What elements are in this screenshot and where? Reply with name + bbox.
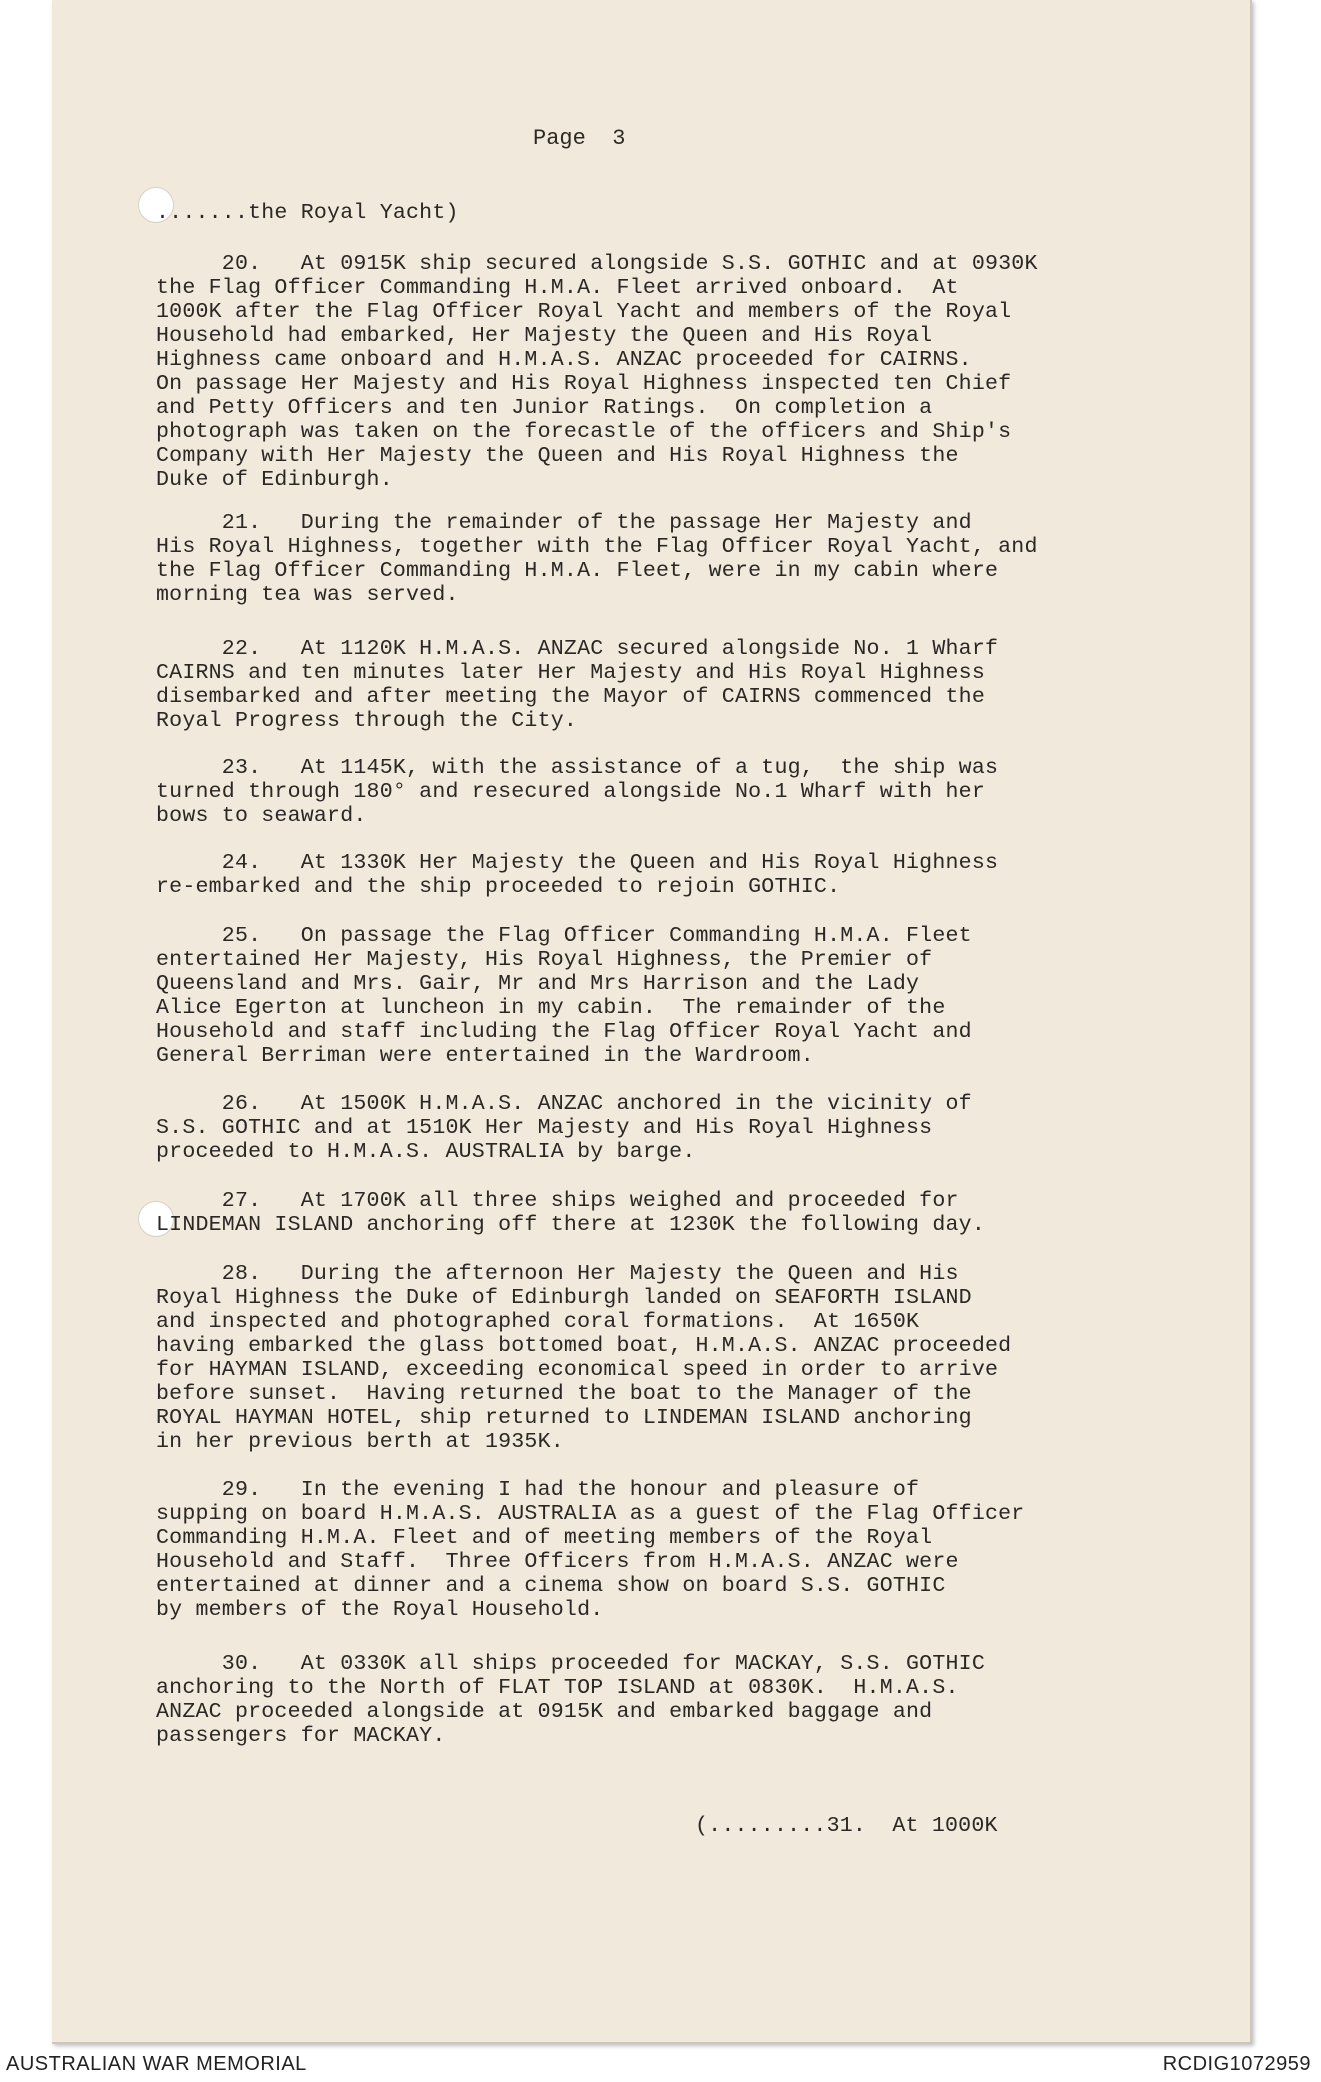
paragraph-21: 21. During the remainder of the passage Her Majesty and His Royal Highness, together with the Flag Officer Royal Yacht, and the Flag Officer Commanding H.M.A. Fleet, were in my cabin where morning tea was served. [156,511,1038,607]
continuation-heading: .......the Royal Yacht) [156,201,459,225]
paragraph-22: 22. At 1120K H.M.A.S. ANZAC secured alongside No. 1 Wharf CAIRNS and ten minutes later Her Majesty and His Royal Highness disembarked and after meeting the Mayor of CAIRNS commenced the Royal Progress through the City. [156,637,999,733]
paragraph-29: 29. In the evening I had the honour and pleasure of supping on board H.M.A.S. AUSTRALIA as a guest of the Flag Officer Commanding H.M.A. Fleet and of meeting members of the Royal Household and Staff. Three Officers from H.M.A.S. ANZAC were entertained at dinner and a cinema show on board S.S. GOTHIC by members of the Royal Household. [156,1478,1025,1622]
paragraph-26: 26. At 1500K H.M.A.S. ANZAC anchored in the vicinity of S.S. GOTHIC and at 1510K Her Majesty and His Royal Highness proceeded to H.M.A.S. AUSTRALIA by barge. [156,1092,972,1164]
paragraph-25: 25. On passage the Flag Officer Commanding H.M.A. Fleet entertained Her Majesty, His Royal Highness, the Premier of Queensland and Mrs. Gair, Mr and Mrs Harrison and the Lady Alice Egerton at luncheon in my cabin. The remainder of the Household and staff including the Flag Officer Royal Yacht and General Berriman were entertained in the Wardroom. [156,924,972,1068]
paragraph-24: 24. At 1330K Her Majesty the Queen and His Royal Highness re-embarked and the ship proceeded to rejoin GOTHIC. [156,851,999,899]
paragraph-20: 20. At 0915K ship secured alongside S.S. GOTHIC and at 0930K the Flag Officer Commanding H.M.A. Fleet arrived onboard. At 1000K after the Flag Officer Royal Yacht and members of the Royal Household had embarked, Her Majesty the Queen and His Royal Highness came onboard and H.M.A.S. ANZAC proceeded for CAIRNS. On passage Her Majesty and His Royal Highness inspected ten Chief and Petty Officers and ten Junior Ratings. On completion a photograph was taken on the forecastle of the officers and Ship's Company with Her Majesty the Queen and His Royal Highness the Duke of Edinburgh. [156,252,1038,492]
paragraph-28: 28. During the afternoon Her Majesty the Queen and His Royal Highness the Duke of Edinburgh landed on SEAFORTH ISLAND and inspected and photographed coral formations. At 1650K having embarked the glass bottomed boat, H.M.A.S. ANZAC proceeded for HAYMAN ISLAND, exceeding economical speed in order to arrive before sunset. Having returned the boat to the Manager of the ROYAL HAYMAN HOTEL, ship returned to LINDEMAN ISLAND anchoring in her previous berth at 1935K. [156,1262,1012,1454]
archive-reference: RCDIG1072959 [1162,2053,1311,2075]
paragraph-30: 30. At 0330K all ships proceeded for MACKAY, S.S. GOTHIC anchoring to the North of FLAT TOP ISLAND at 0830K. H.M.A.S. ANZAC proceeded alongside at 0915K and embarked baggage and passengers for MACKAY. [156,1652,985,1748]
paragraph-23: 23. At 1145K, with the assistance of a tug, the ship was turned through 180° and resecured alongside No.1 Wharf with her bows to seaward. [156,756,999,828]
archive-institution: AUSTRALIAN WAR MEMORIAL [6,2053,307,2075]
paragraph-27: 27. At 1700K all three ships weighed and proceeded for LINDEMAN ISLAND anchoring off there at 1230K the following day. [156,1189,985,1237]
continuation-footer: (.........31. At 1000K [695,1814,998,1838]
page-number: Page 3 [533,126,626,151]
